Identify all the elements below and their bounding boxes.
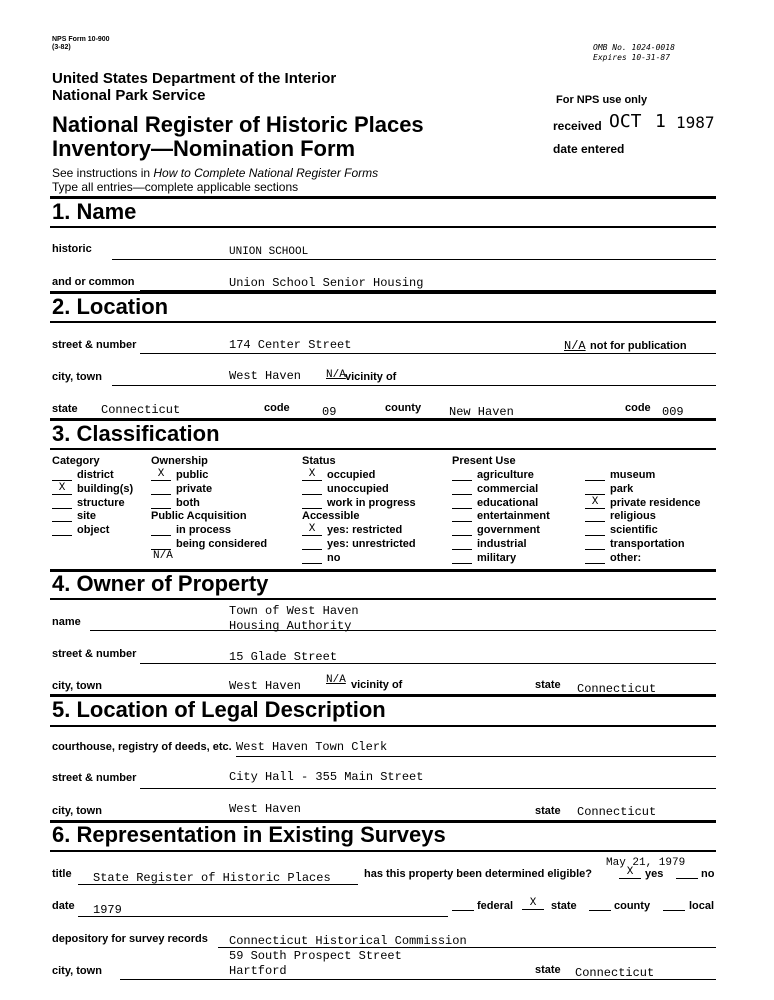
county-code-field[interactable]: 009 (662, 405, 684, 419)
accessible-no-label: no (327, 551, 341, 564)
status-occupied-checkbox[interactable]: X (302, 468, 322, 481)
state-survey-checkbox[interactable]: X (522, 897, 544, 910)
status-unoccupied-checkbox[interactable] (302, 482, 322, 495)
local-survey-label: local (689, 900, 715, 912)
present-use-entertainment-label: entertainment (477, 510, 550, 523)
present-use-military-checkbox[interactable] (452, 551, 472, 564)
status-work-in-progress-label: work in progress (327, 496, 416, 509)
code-label: code (264, 402, 290, 414)
accessible-heading: Accessible (302, 510, 360, 522)
city-town-field[interactable]: West Haven (229, 369, 302, 383)
category-heading: Category (52, 455, 100, 467)
ownership-public-label: public (176, 469, 209, 481)
depository-state-label: state (535, 964, 561, 976)
present-use-commercial-label: commercial (477, 482, 539, 495)
section-3-bottom-rule (50, 448, 716, 450)
ownership-both-label: both (176, 496, 200, 509)
eligible-no-checkbox[interactable] (676, 866, 698, 879)
present-use-scientific-label: scientific (610, 524, 658, 537)
category-site-checkbox[interactable] (52, 509, 72, 522)
street-number-field[interactable]: 174 Center Street (229, 338, 352, 352)
depository-address-field[interactable]: 59 South Prospect Street (229, 949, 402, 963)
section-4-heading: 4. Owner of Property (52, 571, 269, 596)
section-6-heading: 6. Representation in Existing Surveys (52, 822, 446, 847)
owner-street-underline (140, 663, 716, 664)
section-1-top-rule (50, 196, 716, 199)
depository-state-field[interactable]: Connecticut (575, 966, 655, 980)
legal-street-field[interactable]: City Hall - 355 Main Street (229, 770, 424, 784)
status-work-in-progress-checkbox[interactable] (302, 496, 322, 509)
depository-underline (218, 947, 716, 948)
eligible-no-label: no (701, 868, 715, 880)
section-5-heading: 5. Location of Legal Description (52, 697, 386, 722)
received-stamp-month: OCT (609, 111, 642, 132)
courthouse-label: courthouse, registry of deeds, etc. (52, 741, 232, 753)
eligible-date-field[interactable]: May 21, 1979 (606, 857, 686, 869)
received-stamp-day: 1 (655, 111, 666, 132)
present-use-agriculture-label: agriculture (477, 469, 534, 481)
common-name-field[interactable]: Union School Senior Housing (229, 276, 424, 290)
category-object-checkbox[interactable] (52, 523, 72, 536)
present-use-military-label: military (477, 551, 517, 564)
date-entered-label: date entered (553, 142, 625, 156)
present-use-transportation-checkbox[interactable] (585, 537, 605, 550)
received-label: received (553, 119, 602, 133)
present-use-heading: Present Use (452, 455, 516, 467)
acquisition-being-considered-checkbox[interactable] (151, 537, 171, 550)
owner-city-label: city, town (52, 680, 102, 692)
owner-name-underline (90, 630, 716, 631)
depository-field[interactable]: Connecticut Historical Commission (229, 934, 467, 948)
category-site-label: site (77, 510, 96, 523)
survey-date-label: date (52, 900, 75, 912)
owner-vicinity-field[interactable]: N/A (326, 674, 346, 686)
present-use-scientific-checkbox[interactable] (585, 523, 605, 536)
owner-city-field[interactable]: West Haven (229, 679, 302, 693)
owner-name-line2[interactable]: Housing Authority (229, 619, 352, 633)
ownership-heading: Ownership (151, 455, 208, 467)
federal-label: federal (477, 900, 514, 912)
owner-name-label: name (52, 616, 81, 628)
section-1-heading: 1. Name (52, 199, 137, 224)
section-5-bottom-rule (50, 725, 716, 727)
category-district-label: district (77, 469, 114, 481)
service-name: National Park Service (52, 87, 206, 104)
legal-street-underline (140, 788, 716, 789)
owner-street-label: street & number (52, 648, 137, 660)
depository-city-field[interactable]: Hartford (229, 964, 287, 978)
present-use-other-checkbox[interactable] (585, 551, 605, 564)
present-use-commercial-checkbox[interactable] (452, 482, 472, 495)
state-label: state (52, 403, 78, 415)
present-use-park-label: park (610, 482, 634, 495)
category-structure-label: structure (77, 496, 125, 509)
nps-use-label: For NPS use only (556, 94, 648, 106)
vicinity-field[interactable]: N/A (326, 369, 346, 381)
state-field[interactable]: Connecticut (101, 403, 181, 417)
form-title-line2: Inventory—Nomination Form (52, 136, 356, 161)
section-2-heading: 2. Location (52, 294, 169, 319)
courthouse-field[interactable]: West Haven Town Clerk (236, 740, 388, 754)
present-use-other-label: other: (610, 551, 642, 564)
eligible-yes-label: yes (645, 868, 664, 880)
received-stamp-year: 1987 (676, 113, 715, 132)
legal-city-field[interactable]: West Haven (229, 802, 302, 816)
street-number-label: street & number (52, 339, 137, 351)
present-use-museum-label: museum (610, 469, 656, 481)
present-use-entertainment-checkbox[interactable] (452, 509, 472, 522)
present-use-agriculture-checkbox[interactable] (452, 468, 472, 481)
owner-street-field[interactable]: 15 Glade Street (229, 650, 338, 664)
owner-state-field[interactable]: Connecticut (577, 682, 657, 696)
department-name: United States Department of the Interior (52, 70, 337, 87)
section-1-bottom-rule (50, 226, 716, 228)
state-survey-label: state (551, 900, 577, 912)
survey-title-field[interactable]: State Register of Historic Places (93, 871, 331, 885)
present-use-industrial-checkbox[interactable] (452, 537, 472, 550)
courthouse-underline (236, 756, 716, 757)
eligible-yes-checkbox[interactable]: X (619, 866, 641, 879)
not-for-publication-field[interactable]: N/A (564, 339, 586, 353)
survey-date-underline (78, 916, 448, 917)
accessible-yes-restricted-label: yes: restricted (327, 524, 403, 536)
eligible-label: has this property been determined eligible? (364, 868, 592, 880)
form-number: NPS Form 10-900 (52, 36, 110, 43)
street-underline (140, 353, 716, 354)
category-structure-checkbox[interactable] (52, 496, 72, 509)
county-code-label: code (625, 402, 651, 414)
acquisition-being-considered-label: being considered (176, 537, 268, 550)
depository-city-underline (120, 979, 716, 980)
expiration-date: Expires 10-31-87 (593, 53, 671, 62)
city-town-label: city, town (52, 371, 102, 383)
historic-label: historic (52, 243, 92, 255)
present-use-transportation-label: transportation (610, 538, 685, 550)
acquisition-in-process-label: in process (176, 524, 232, 536)
present-use-educational-label: educational (477, 496, 539, 509)
accessible-yes-unrestricted-checkbox[interactable] (302, 537, 322, 550)
legal-street-label: street & number (52, 772, 137, 784)
ownership-public-checkbox[interactable]: X (151, 468, 171, 481)
federal-checkbox[interactable] (452, 898, 474, 911)
historic-name-field[interactable]: UNION SCHOOL (229, 246, 309, 258)
local-survey-checkbox[interactable] (663, 898, 685, 911)
legal-state-field[interactable]: Connecticut (577, 805, 657, 819)
form-title-line1: National Register of Historic Places (52, 112, 424, 137)
present-use-religious-label: religious (610, 510, 656, 523)
ownership-private-checkbox[interactable] (151, 482, 171, 495)
present-use-government-checkbox[interactable] (452, 523, 472, 536)
category-building-s-checkbox[interactable]: X (52, 482, 72, 495)
ownership-private-label: private (176, 482, 213, 495)
county-survey-checkbox[interactable] (589, 898, 611, 911)
code-field[interactable]: 09 (322, 405, 337, 419)
owner-vicinity-label: vicinity of (351, 679, 403, 691)
category-building-s-label: building(s) (77, 482, 134, 495)
instructions-line1: See instructions in How to Complete National Register Forms (52, 166, 379, 180)
acquisition-na: N/A (153, 550, 173, 562)
present-use-private-residence-label: private residence (610, 496, 701, 509)
category-district-checkbox[interactable] (52, 468, 72, 481)
accessible-no-checkbox[interactable] (302, 551, 322, 564)
owner-state-label: state (535, 679, 561, 691)
accessible-yes-restricted-checkbox[interactable]: X (302, 523, 322, 536)
historic-underline (112, 259, 716, 260)
acquisition-in-process-checkbox[interactable] (151, 523, 171, 536)
present-use-park-checkbox[interactable] (585, 482, 605, 495)
status-heading: Status (302, 455, 336, 467)
not-for-publication-label: not for publication (590, 340, 687, 352)
ownership-both-checkbox[interactable] (151, 496, 171, 509)
city-underline (112, 385, 716, 386)
status-unoccupied-label: unoccupied (327, 482, 389, 495)
present-use-government-label: government (477, 524, 540, 537)
county-label: county (385, 402, 422, 414)
omb-number: OMB No. 1024-0018 (593, 43, 675, 52)
common-name-label: and or common (52, 276, 135, 288)
present-use-industrial-label: industrial (477, 538, 527, 550)
section-6-bottom-rule (50, 850, 716, 852)
county-field[interactable]: New Haven (449, 405, 514, 419)
status-occupied-label: occupied (327, 469, 376, 481)
present-use-religious-checkbox[interactable] (585, 509, 605, 522)
survey-title-underline (78, 884, 358, 885)
county-survey-label: county (614, 900, 651, 912)
form-date: (3-82) (52, 44, 71, 51)
vicinity-label: vicinity of (345, 371, 397, 383)
legal-city-label: city, town (52, 805, 102, 817)
public-acquisition-heading: Public Acquisition (151, 510, 247, 522)
depository-city-label: city, town (52, 965, 102, 977)
present-use-private-residence-checkbox[interactable]: X (585, 496, 605, 509)
section-2-bottom-rule (50, 321, 716, 323)
instructions-line2: Type all entries—complete applicable sections (52, 180, 299, 194)
survey-title-label: title (52, 868, 72, 880)
depository-label: depository for survey records (52, 933, 208, 945)
present-use-educational-checkbox[interactable] (452, 496, 472, 509)
present-use-museum-checkbox[interactable] (585, 468, 605, 481)
legal-state-label: state (535, 805, 561, 817)
category-object-label: object (77, 524, 110, 537)
accessible-yes-unrestricted-label: yes: unrestricted (327, 537, 416, 550)
section-4-bottom-rule (50, 598, 716, 600)
owner-name-line1[interactable]: Town of West Haven (229, 604, 359, 618)
survey-date-field[interactable]: 1979 (93, 903, 122, 917)
section-3-heading: 3. Classification (52, 421, 220, 446)
